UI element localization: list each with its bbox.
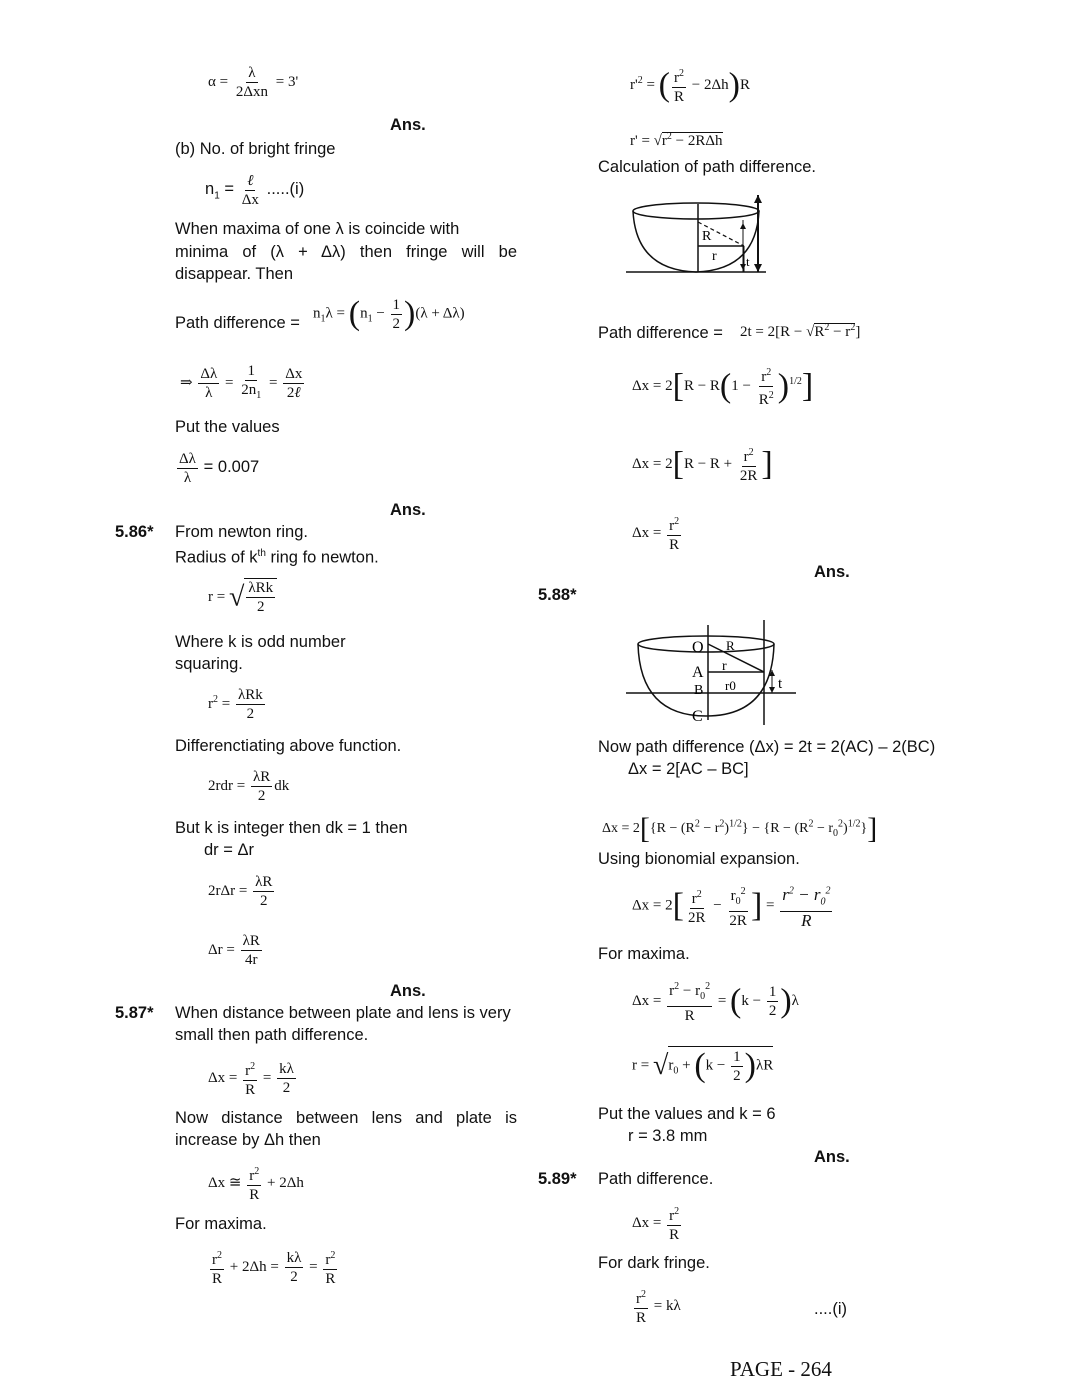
text-differentiate: Differenctiating above function. xyxy=(175,737,402,755)
fig2-label-C: C xyxy=(692,708,703,725)
text-dark-fringe: For dark fringe. xyxy=(598,1254,710,1272)
eq-deltar: Δr = $\frac{\lambda R}{4r}$ xyxy=(208,933,260,968)
page-number: PAGE - 264 xyxy=(730,1357,832,1381)
eq-ratio-value: $\frac{\Delta\lambda}{\lambda}$ = 0.007 xyxy=(179,451,260,486)
answer-marker: Ans. xyxy=(390,501,426,519)
eq-dx-long: $\Delta x = 2[\{R - (R^2 - r^2)^{1/2}\} - \{R - (R^2 - r_0^2)^{1/2}\}]$ xyxy=(602,812,878,845)
text-coincide-1: When maxima of one λ is coincide with xyxy=(175,220,460,238)
fig1-label-R: R xyxy=(702,229,712,244)
eq-dx-r-r0: Δx = 2[ $\frac{r^2}{2R}$ − $\frac{r_0^2}{2R}$ ] = $\frac{r^2 - r_0^2}{R}$ xyxy=(632,882,834,930)
eq-dx-binomial-1: Δx = 2[R − R(1 − $\frac{r^2}{R^2}$ )$^{1/2}$] xyxy=(632,364,813,409)
text-for-maxima: For maxima. xyxy=(175,1215,267,1233)
eq-alpha: α = $\frac{\lambda}{\text{2Δxn}}$ = 3' xyxy=(208,65,299,100)
eq-dx-approx: Δx ≅ $\frac{r^2}{R}$ + 2Δh xyxy=(208,1163,304,1204)
text-now-path: Now path difference (Δx) = 2t = 2(AC) – 2(BC) xyxy=(598,738,936,756)
eq-maxima-left: $\frac{r^2}{R}$ + 2Δh = $\frac{k\lambda}{2}$ = $\frac{r^2}{R}$ xyxy=(208,1247,339,1288)
eq-n1: $n_1$ = $\frac{\text{ℓ}}{\Delta x}$ .....(i) xyxy=(205,173,305,208)
eq-2rdr: 2rdr = $\frac{\lambda R}{2}$ dk xyxy=(208,769,290,804)
eq-path-diff: $n_1\lambda = (n_1$ − $\frac{1}{2}$ )(λ + Δλ) xyxy=(313,295,465,332)
question-number: 5.87* xyxy=(115,1004,154,1022)
fig2-label-A: A xyxy=(692,664,704,681)
text-put-values-k: Put the values and k = 6 xyxy=(598,1105,776,1123)
eq-r-maxima: $r = √r_0 + (k$ − $\frac{1}{2}$ )λR xyxy=(632,1047,774,1084)
eq-maxima-right: Δx = $\frac{r^2 - r_0^2}{R}$ = (k − $\frac{1}{2}$ )λ xyxy=(632,978,799,1025)
eq-dx-binomial-2: Δx = 2[R − R + $\frac{r^2}{2R}$ ] xyxy=(632,445,773,484)
lens-diagram-1 xyxy=(626,190,766,280)
text-dx-acbc: Δx = 2[AC – BC] xyxy=(628,760,749,778)
text-binomial: Using bionomial expansion. xyxy=(598,850,800,868)
text-calc-path: Calculation of path difference. xyxy=(598,158,817,176)
question-number: 5.88* xyxy=(538,586,577,604)
eq-2t: $2t = 2[R - √R^2 - r^2]$ xyxy=(740,322,861,340)
text-odd: Where k is odd number xyxy=(175,633,346,651)
text-distance-2: small then path difference. xyxy=(175,1026,369,1044)
text-newton-2: Radius of $k^{th}$ ring fo newton. xyxy=(175,548,379,567)
eq-r-prime-squared: $r'^2$ = ( $\frac{r^2}{R}$ − 2Δh)R xyxy=(630,66,750,105)
text-distance-1: When distance between plate and lens is very xyxy=(175,1004,511,1022)
text-for-maxima-right: For maxima. xyxy=(598,945,690,963)
fig2-label-r0: r0 xyxy=(725,678,736,693)
fig2-label-r: r xyxy=(722,659,727,674)
fig1-label-t: t xyxy=(746,254,750,269)
put-values-label: Put the values xyxy=(175,418,280,436)
fig2-label-R: R xyxy=(726,638,735,653)
eq-dx-final: Δx = $\frac{r^2}{R}$ xyxy=(632,1203,683,1244)
text-integer: But k is integer then dk = 1 then xyxy=(175,819,408,837)
question-number: 5.89* xyxy=(538,1170,577,1188)
eq-r-prime: $r' = √r^2 - 2R\Delta h$ xyxy=(630,131,723,149)
eq-dx-result: Δx = $\frac{r^2}{R}$ xyxy=(632,513,683,554)
path-diff-label: Path difference = xyxy=(175,314,300,332)
path-diff-label-right: Path difference = xyxy=(598,324,723,342)
text-coincide-2: minima of (λ + Δλ) then fringe will be xyxy=(175,243,517,261)
text-path-difference: Path difference. xyxy=(598,1170,714,1188)
text-newton-1: From newton ring. xyxy=(175,523,308,541)
fig2-label-B: B xyxy=(694,683,704,698)
answer-marker: Ans. xyxy=(390,982,426,1000)
answer-marker: Ans. xyxy=(814,1148,850,1166)
eq-2rdeltar: 2rΔr = $\frac{\lambda R}{2}$ xyxy=(208,874,273,909)
fig2-label-O: O xyxy=(692,639,704,656)
lens-diagram-2 xyxy=(626,620,796,725)
ratio-value: = 0.007 xyxy=(203,457,260,476)
question-number: 5.86* xyxy=(115,523,154,541)
eq-number: .....(i) xyxy=(266,179,305,198)
eq-r-squared: $r^2$ = $\frac{\text{λRk}}{2}$ xyxy=(208,687,263,722)
part-b-label: (b) No. of bright fringe xyxy=(175,140,336,158)
fig2-label-t: t xyxy=(778,676,783,692)
answer-marker: Ans. xyxy=(814,563,850,581)
answer-marker: Ans. xyxy=(390,116,426,134)
text-dr: dr = Δr xyxy=(204,841,254,859)
eq-number-right: ....(i) xyxy=(814,1300,847,1318)
text-coincide-3: disappear. Then xyxy=(175,265,294,283)
text-increase-2: increase by Δh then xyxy=(175,1131,321,1149)
eq-r-sqrt: r = √ $\frac{\text{λRk}}{2}$ xyxy=(208,578,277,616)
text-r-value: r = 3.8 mm xyxy=(628,1127,708,1145)
fig1-label-r: r xyxy=(712,249,717,264)
text-increase-1: Now distance between lens and plate is xyxy=(175,1109,517,1127)
eq-dark: $\frac{r^2}{R}$ = kλ xyxy=(632,1286,681,1327)
eq-dx-k-lambda: Δx = $\frac{r^2}{R}$ = $\frac{k\lambda}{2}$ xyxy=(208,1058,298,1099)
eq-ratio: ⇒ $\frac{\Delta\lambda}{\lambda}$ = $\frac{1}{2n_1}$ = $\frac{\Delta x}{\text{2ℓ}}$ xyxy=(180,363,303,401)
text-squaring: squaring. xyxy=(175,655,243,673)
